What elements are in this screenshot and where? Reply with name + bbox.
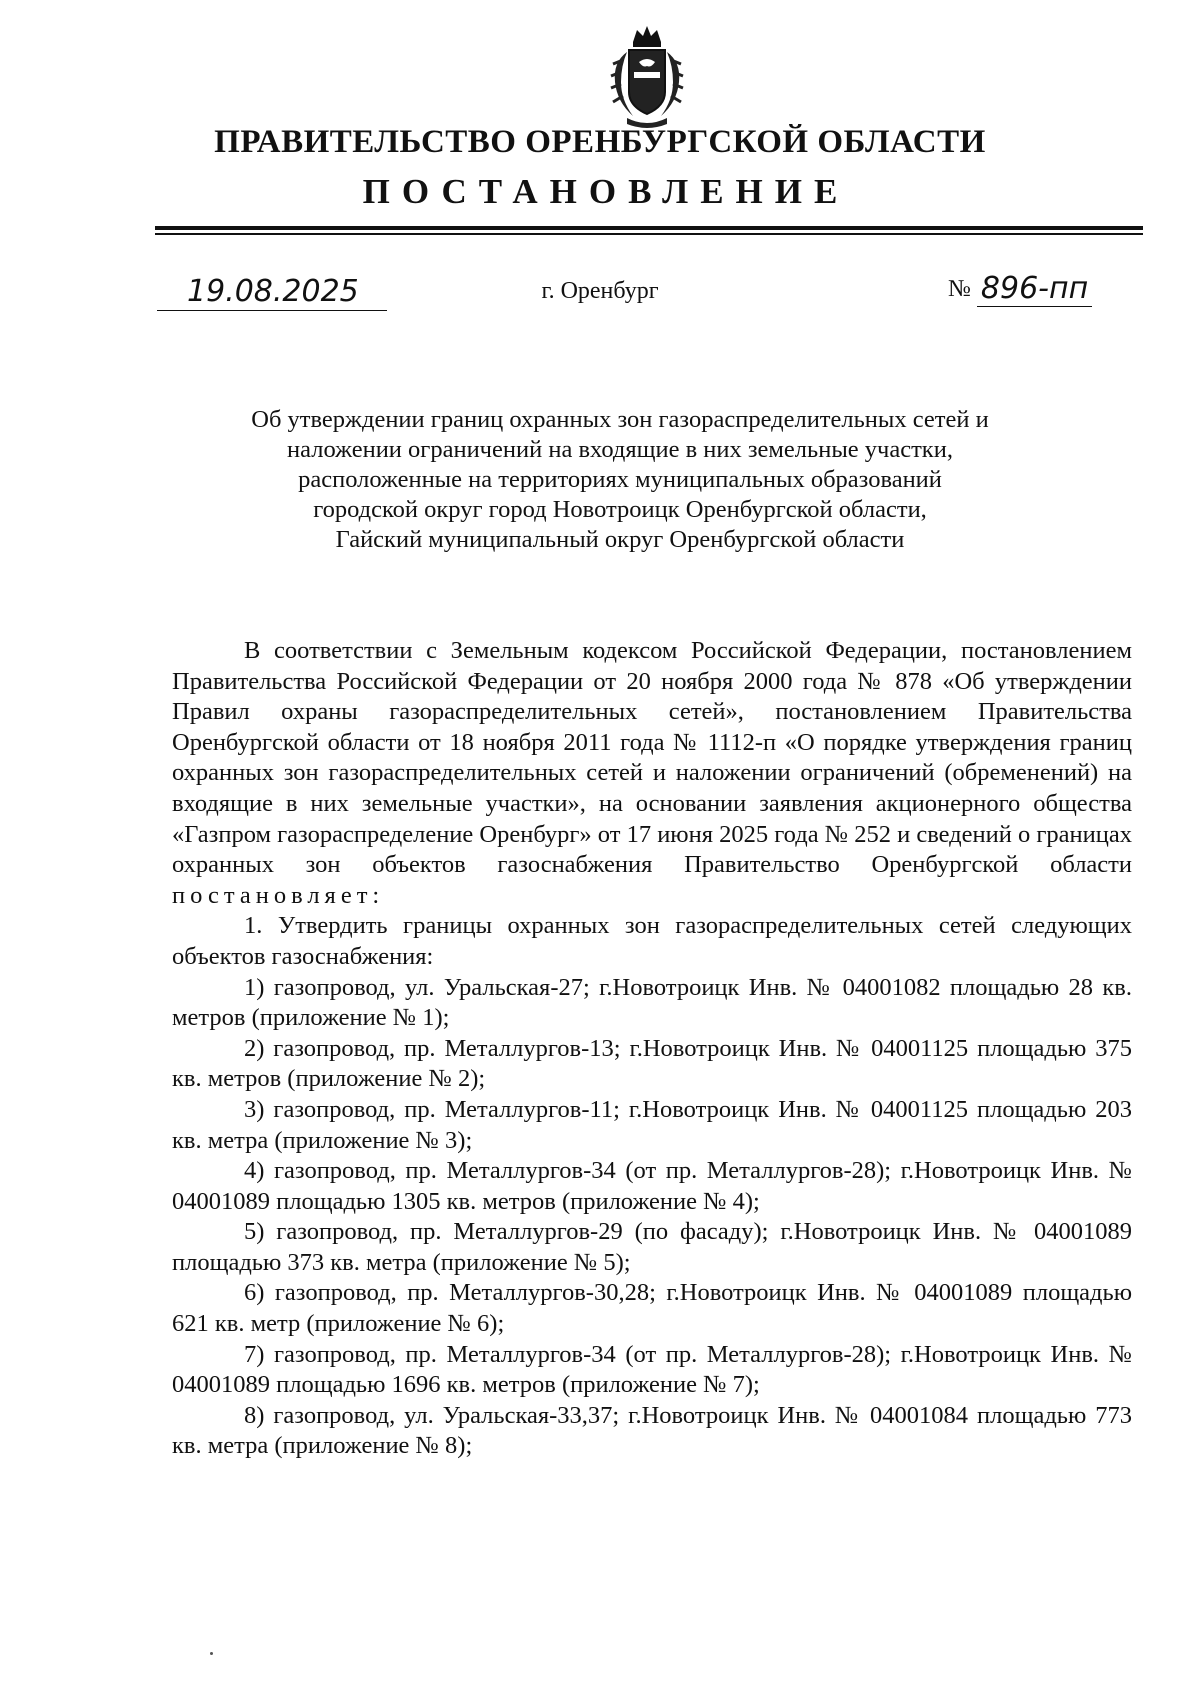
- list-item: 6) газопровод, пр. Металлургов-30,28; г.Новотроицк Инв. № 04001089 площадью 621 кв. метр (приложение № 6);: [172, 1279, 1132, 1338]
- list-item: 2) газопровод, пр. Металлургов-13; г.Новотроицк Инв. № 04001125 площадью 375 кв. метров (приложение № 2);: [172, 1034, 1132, 1093]
- document-number: [948, 272, 1092, 307]
- document-body: [172, 636, 1132, 1462]
- header-rule-thin: [155, 233, 1143, 235]
- document-date: 19.08.2025: [157, 274, 387, 311]
- preamble-text: В соответствии с Земельным кодексом Российской Федерации, постановлением Правительства Российской Федерации от 20 ноября 2000 года № 878 «Об утверждении Правил охраны газораспределительных сетей», постановлением Правительства Оренбургской области от 18 ноября 2011 года № 1112-п «О порядке утверждения границ охранных зон газораспределительных сетей и наложении ограничений (обременений) на входящие в них земельные участки», на основании заявления акционерного общества «Газпром газораспределение Оренбург» от 17 июня 2025 года № 252 и сведений о границах охранных зон объектов газоснабжения Правительство Оренбургской области: [172, 637, 1132, 879]
- list-item: 3) газопровод, пр. Металлургов-11; г.Новотроицк Инв. № 04001125 площадью 203 кв. метра (приложение № 3);: [172, 1095, 1132, 1154]
- header-rule-thick: [155, 226, 1143, 230]
- title-line: наложении ограничений на входящие в них земельные участки,: [287, 436, 953, 463]
- clause-1: 1. Утвердить границы охранных зон газораспределительных сетей следующих объектов газоснабжения:: [172, 912, 1132, 970]
- scan-speck: [210, 1652, 213, 1655]
- title-line: Об утверждении границ охранных зон газораспределительных сетей и: [251, 406, 989, 433]
- number-value: 896-пп: [977, 272, 1092, 307]
- list-item: 4) газопровод, пр. Металлургов-34 (от пр. Металлургов-28); г.Новотроицк Инв. № 04001089 площадью 1305 кв. метров (приложение № 4);: [172, 1157, 1132, 1215]
- list-item: 8) газопровод, ул. Уральская-33,37; г.Новотроицк Инв. № 04001084 площадью 773 кв. метра (приложение № 8);: [172, 1401, 1132, 1460]
- document-title: [170, 405, 1070, 555]
- meta-row: [0, 272, 1200, 318]
- title-line: городской округ город Новотроицк Оренбургской области,: [313, 496, 927, 523]
- list-item: 7) газопровод, пр. Металлургов-34 (от пр. Металлургов-28); г.Новотроицк Инв. № 04001089 площадью 1696 кв. метров (приложение № 7);: [172, 1340, 1132, 1399]
- document-type: ПОСТАНОВЛЕНИЕ: [362, 172, 850, 211]
- title-line: Гайский муниципальный округ Оренбургской области: [335, 526, 905, 553]
- organization-name: ПРАВИТЕЛЬСТВО ОРЕНБУРГСКОЙ ОБЛАСТИ: [214, 124, 986, 160]
- decree-word: постановляет:: [172, 881, 385, 909]
- list-item: 1) газопровод, ул. Уральская-27; г.Новотроицк Инв. № 04001082 площадью 28 кв. метров (приложение № 1);: [172, 973, 1132, 1032]
- list-item: 5) газопровод, пр. Металлургов-29 (по фасаду); г.Новотроицк Инв. № 04001089 площадью 373 кв. метра (приложение № 5);: [172, 1218, 1132, 1276]
- coat-of-arms-icon: [603, 22, 691, 130]
- preamble-paragraph: [172, 636, 1132, 911]
- document-city: г. Оренбург: [541, 278, 659, 304]
- title-line: расположенные на территориях муниципальных образований: [298, 466, 942, 493]
- number-sign: №: [948, 276, 971, 302]
